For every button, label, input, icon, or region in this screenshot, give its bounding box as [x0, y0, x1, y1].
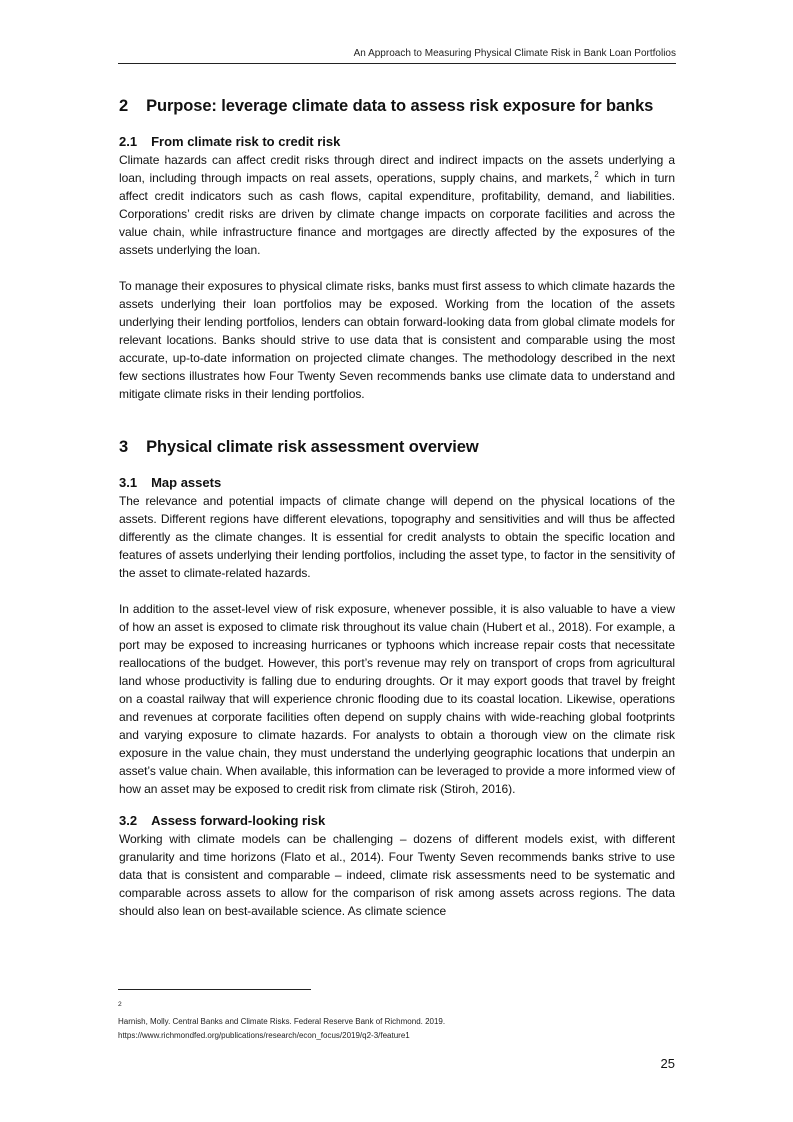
page-number: 25 [660, 1056, 675, 1071]
section-2-heading [119, 92, 675, 120]
footnote [118, 998, 678, 1043]
section-number: 2 [119, 97, 129, 115]
paragraph-text: Climate hazards can affect credit risks through direct and indirect impacts on the assets underlying a loan, including through impacts on real assets, operations, supply chains, and markets, [119, 153, 675, 185]
footnote-rule [118, 989, 311, 990]
paragraph-text: which in turn affect credit indicators such as cash flows, capital expenditure, profitability, demand, and liabilities. Corporations’ credit risks are driven by climate change impacts on corporate facilities and across the value chain, while infrastructure finance and mortgages are directly affected by the exposures of the assets underlying the loan. [119, 171, 675, 257]
subsection-3-1-heading [119, 474, 675, 492]
footnote-reference[interactable]: 2 [594, 170, 599, 179]
subsection-number: 2.1 [119, 134, 138, 149]
subsection-title: Map assets [151, 475, 222, 490]
subsection-number: 3.1 [119, 475, 138, 490]
subsection-title: From climate risk to credit risk [151, 134, 341, 149]
paragraph [119, 151, 675, 259]
page-body [119, 92, 675, 920]
section-number: 3 [119, 438, 129, 456]
footnote-number: 2 [118, 1001, 122, 1008]
section-title: Physical climate risk assessment overview [146, 438, 479, 456]
section-3-heading [119, 433, 675, 461]
subsection-title: Assess forward-looking risk [151, 813, 326, 828]
paragraph: To manage their exposures to physical climate risks, banks must first assess to which climate hazards the assets underlying their loan portfolios may be exposed. Working from the location of the assets underlying their lending portfolios, lenders can obtain forward-looking data from global climate models for relevant locations. Banks should strive to use data that is consistent and comparable using the most accurate, up-to-date information on projected climate changes. The methodology described in the next few sections illustrates how Four Twenty Seven recommends banks use climate data to understand and mitigate climate risks in their lending portfolios. [119, 279, 675, 401]
footnote-text: Harnish, Molly. Central Banks and Climate Risks. Federal Reserve Bank of Richmond. 2019. [118, 1016, 446, 1026]
subsection-2-1-heading [119, 133, 675, 151]
subsection-number: 3.2 [119, 813, 138, 828]
subsection-3-2-heading [119, 812, 675, 830]
footnote-link[interactable]: https://www.richmondfed.org/publications/research/econ_focus/2019/q2-3/feature1 [118, 1030, 410, 1040]
paragraph: The relevance and potential impacts of climate change will depend on the physical locations of the assets. Different regions have different elevations, topography and sensitivities and will thus be affected differently as the climate changes. It is essential for credit analysts to obtain the specific location and features of assets underlying their lending portfolios, including the asset type, to factor in the sensitivity of the asset to climate-related hazards. [119, 494, 675, 580]
paragraph: In addition to the asset-level view of risk exposure, whenever possible, it is also valuable to have a view of how an asset is exposed to climate risk throughout its value chain (Hubert et al., 2018). For example, a port may be exposed to increasing hurricanes or typhoons which increase repair costs that necessitate reallocations of the budget. However, this port’s revenue may rely on transport of crops from agricultural land whose productivity is falling due to enduring droughts. Or it may export goods that travel by freight on a coastal railway that will experience chronic flooding due to its coastal location. Likewise, operations and revenues at corporate facilities often depend on supply chains with wide-reaching global footprints and varying exposure to climate hazards. For analysts to obtain a thorough view on the climate risk exposure in the value chain, they must understand the underlying geographic locations that underpin an asset’s value chain. When available, this information can be leveraged to provide a more informed view of how an asset may be exposed to credit risk from climate risk (Stiroh, 2016). [119, 602, 675, 796]
paragraph: Working with climate models can be challenging – dozens of different models exist, with different granularity and time horizons (Flato et al., 2014). Four Twenty Seven recommends banks strive to use data that is consistent and comparable – indeed, climate risk assessments need to be systematic and comparable across assets to allow for the comparison of risk among assets across regions. The data should also lean on best-available science. As climate science [119, 832, 675, 918]
header-rule [118, 63, 676, 64]
footnote-citation [118, 998, 678, 1029]
section-title: Purpose: leverage climate data to assess risk exposure for banks [146, 97, 654, 115]
running-header: An Approach to Measuring Physical Climate Risk in Bank Loan Portfolios [353, 48, 676, 59]
